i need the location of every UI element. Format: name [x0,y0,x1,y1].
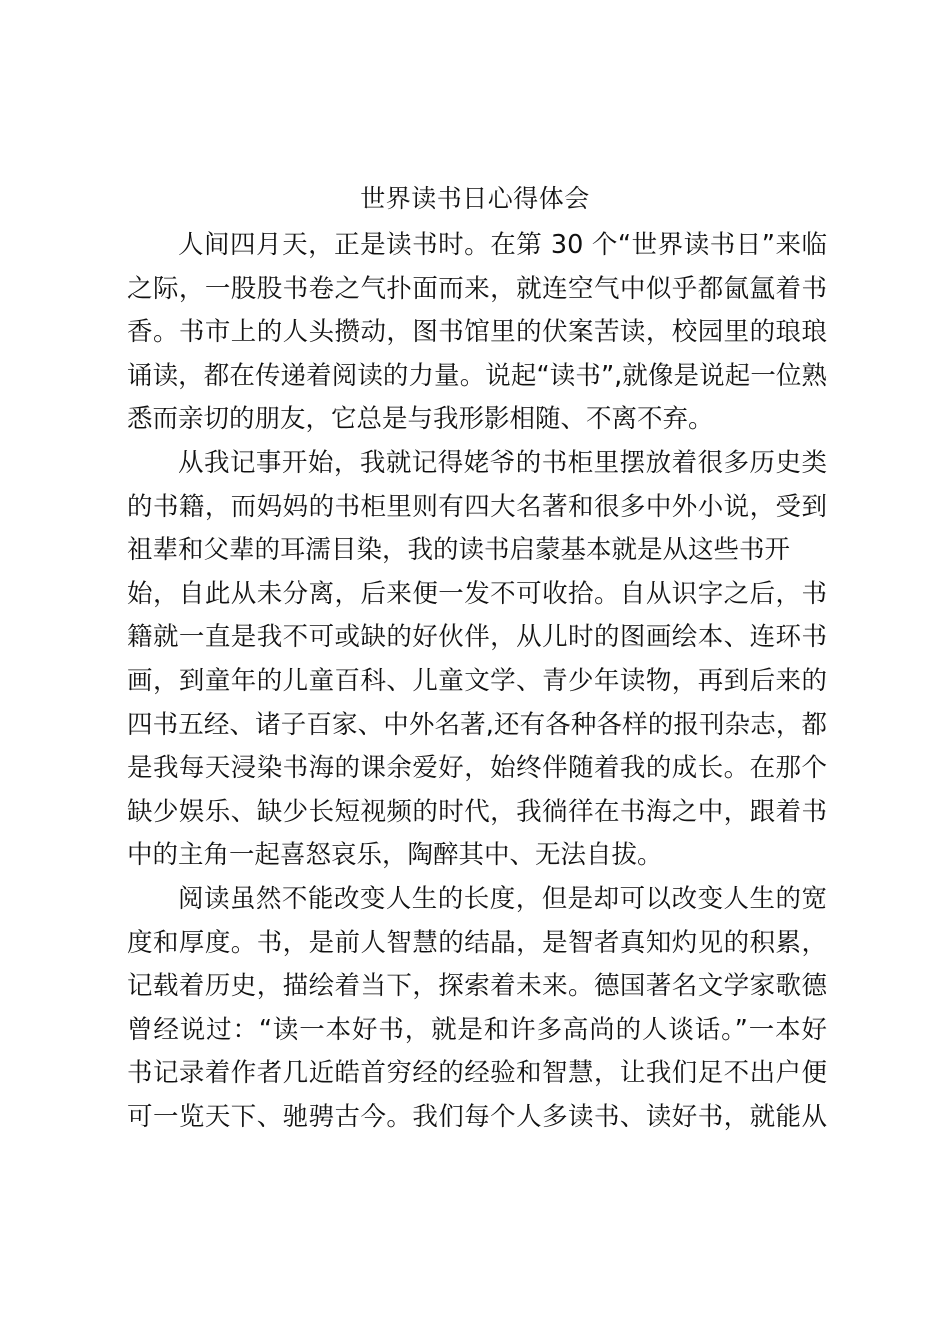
text-line: 可一览天下、驰骋古今。我们每个人多读书、读好书，就能从 [127,1101,827,1132]
text-line: 书记录着作者几近皓首穷经的经验和智慧，让我们足不出户便 [127,1058,827,1089]
text-line: 祖辈和父辈的耳濡目染，我的读书启蒙基本就是从这些书开 [127,535,791,566]
text-line: 籍就一直是我不可或缺的好伙伴，从儿时的图画绘本、连环书 [127,622,827,653]
text-line: 之际，一股股书卷之气扑面而来，就连空气中似乎都氤氲着书 [127,273,827,304]
document-body [127,224,827,1139]
text-line: 人间四月天，正是读书时。在第 30 个“世界读书日”来临 [178,230,827,260]
text-line: 始，自此从未分离，后来便一发不可收拾。自从识字之后，书 [127,578,827,609]
text-line: 阅读虽然不能改变人生的长度，但是却可以改变人生的宽 [178,883,827,914]
text-line: 缺少娱乐、缺少长短视频的时代，我徜徉在书海之中，跟着书 [127,796,827,827]
text-line: 是我每天浸染书海的课余爱好，始终伴随着我的成长。在那个 [127,753,827,784]
paragraph-2 [127,442,827,878]
text-line: 中的主角一起喜怒哀乐，陶醉其中、无法自拔。 [127,840,663,871]
paragraph-1 [127,224,827,442]
text-line: 度和厚度。书，是前人智慧的结晶，是智者真知灼见的积累， [127,927,827,958]
text-line: 四书五经、诸子百家、中外名著,还有各种各样的报刊杂志，都 [127,709,827,740]
text-line: 香。书市上的人头攒动，图书馆里的伏案苦读，校园里的琅琅 [127,317,827,348]
document-title: 世界读书日心得体会 [360,184,590,213]
text-line: 从我记事开始，我就记得姥爷的书柜里摆放着很多历史类 [178,447,827,478]
text-line: 的书籍，而妈妈的书柜里则有四大名著和很多中外小说，受到 [127,491,827,522]
text-line: 悉而亲切的朋友，它总是与我形影相随、不离不弃。 [127,404,714,435]
paragraph-3 [127,878,827,1140]
text-line: 诵读，都在传递着阅读的力量。说起“读书”,就像是说起一位熟 [127,360,827,391]
text-line: 记载着历史，描绘着当下，探索着未来。德国著名文学家歌德 [127,971,827,1002]
text-line: 画，到童年的儿童百科、儿童文学、青少年读物，再到后来的 [127,665,827,696]
text-line: 曾经说过：“读一本好书，就是和许多高尚的人谈话。”一本好 [127,1014,827,1045]
